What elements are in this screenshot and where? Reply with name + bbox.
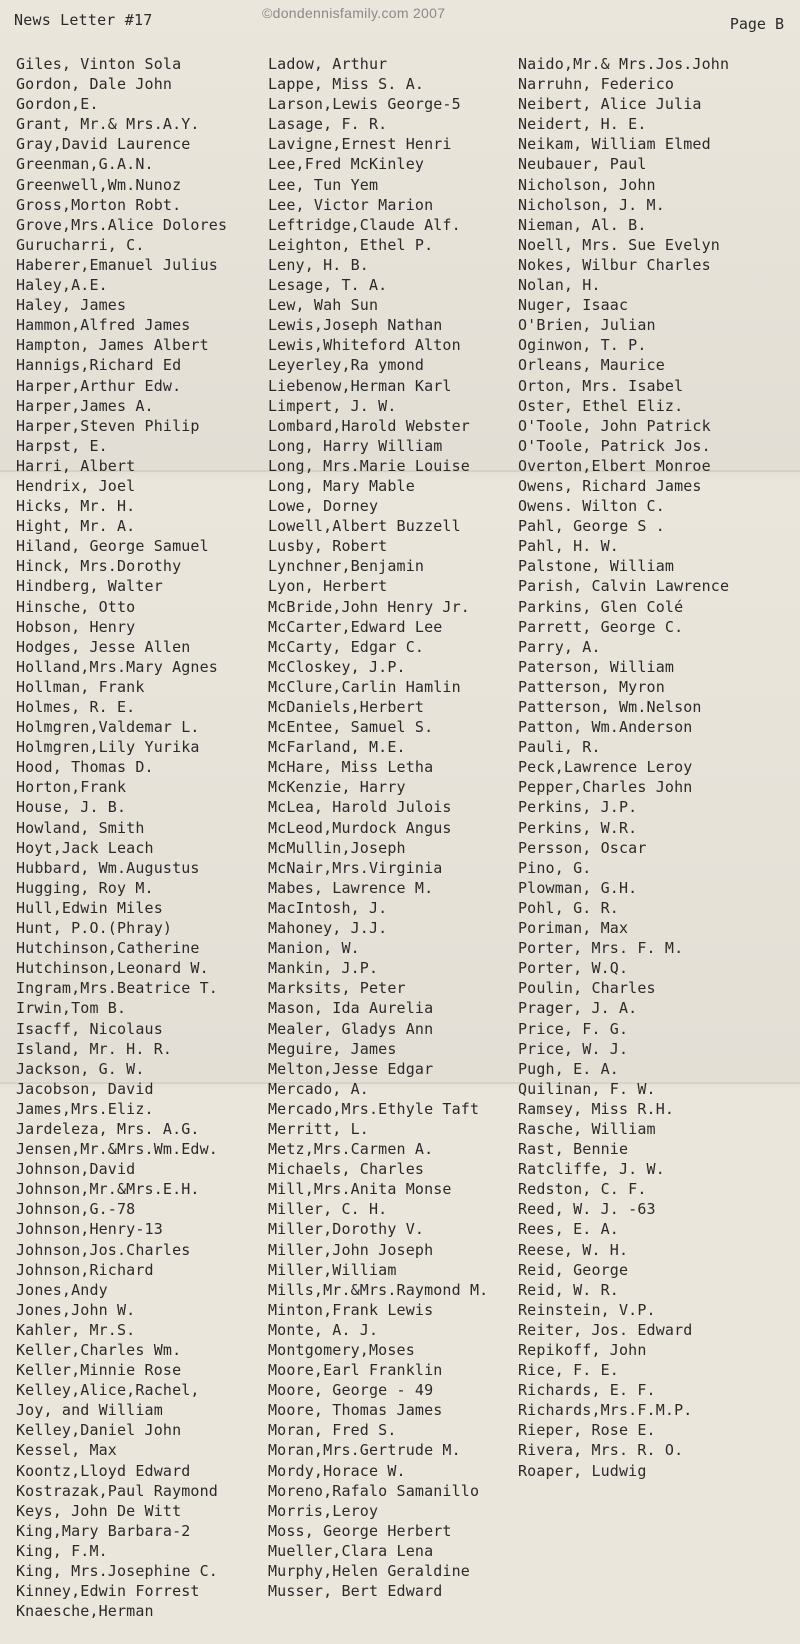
name-entry: Reese, W. H. bbox=[518, 1240, 629, 1259]
name-entry: Mason, Ida Aurelia bbox=[268, 999, 434, 1018]
name-entry: Morris,Leroy bbox=[268, 1501, 379, 1520]
name-entry: Lynchner,Benjamin bbox=[268, 557, 425, 576]
name-entry: McCarter,Edward Lee bbox=[268, 617, 443, 636]
name-entry: Hindberg, Walter bbox=[16, 577, 163, 596]
name-entry: Hubbard, Wm.Augustus bbox=[16, 858, 200, 877]
name-entry: Pugh, E. A. bbox=[518, 1059, 619, 1078]
name-entry: Rasche, William bbox=[518, 1119, 656, 1138]
name-entry: Mill,Mrs.Anita Monse bbox=[268, 1180, 452, 1199]
name-entry: Haley, James bbox=[16, 296, 127, 315]
name-entry: Liebenow,Herman Karl bbox=[268, 376, 452, 395]
name-entry: Leny, H. B. bbox=[268, 255, 369, 274]
name-entry: Hendrix, Joel bbox=[16, 476, 136, 495]
name-entry: Hull,Edwin Miles bbox=[16, 898, 163, 917]
name-entry: Holmgren,Valdemar L. bbox=[16, 718, 200, 737]
name-entry: Hight, Mr. A. bbox=[16, 517, 136, 536]
name-entry: Lewis,Joseph Nathan bbox=[268, 316, 443, 335]
name-entry: Joy, and William bbox=[16, 1401, 163, 1420]
name-entry: Holland,Mrs.Mary Agnes bbox=[16, 657, 218, 676]
name-entry: Nieman, Al. B. bbox=[518, 215, 647, 234]
name-entry: Owens. Wilton C. bbox=[518, 497, 665, 516]
name-entry: James,Mrs.Eliz. bbox=[16, 1099, 154, 1118]
name-entry: Pahl, George S . bbox=[518, 517, 665, 536]
name-entry: Prager, J. A. bbox=[518, 999, 638, 1018]
name-entry: Kinney,Edwin Forrest bbox=[16, 1582, 200, 1601]
name-entry: Kostrazak,Paul Raymond bbox=[16, 1481, 218, 1500]
name-entry: King, F.M. bbox=[16, 1541, 108, 1560]
name-entry: Ingram,Mrs.Beatrice T. bbox=[16, 979, 218, 998]
name-entry: Haley,A.E. bbox=[16, 276, 108, 295]
name-entry: Lappe, Miss S. A. bbox=[268, 75, 425, 94]
name-entry: Jackson, G. W. bbox=[16, 1059, 145, 1078]
name-entry: Palstone, William bbox=[518, 557, 675, 576]
name-entry: Limpert, J. W. bbox=[268, 396, 397, 415]
name-entry: Leyerley,Ra ymond bbox=[268, 356, 425, 375]
name-entry: McCarty, Edgar C. bbox=[268, 637, 425, 656]
name-entry: Narruhn, Federico bbox=[518, 75, 675, 94]
name-entry: Hinck, Mrs.Dorothy bbox=[16, 557, 182, 576]
name-entry: Mercado, A. bbox=[268, 1079, 369, 1098]
name-entry: Rees, E. A. bbox=[518, 1220, 619, 1239]
name-entry: McEntee, Samuel S. bbox=[268, 718, 434, 737]
name-entry: Nicholson, John bbox=[518, 175, 656, 194]
name-entry: Jensen,Mr.&Mrs.Wm.Edw. bbox=[16, 1140, 218, 1159]
name-entry: Lee, Tun Yem bbox=[268, 175, 379, 194]
name-entry: Plowman, G.H. bbox=[518, 878, 638, 897]
name-entry: Porter, W.Q. bbox=[518, 959, 629, 978]
name-entry: Ramsey, Miss R.H. bbox=[518, 1099, 675, 1118]
name-entry: Reed, W. J. -63 bbox=[518, 1200, 656, 1219]
name-entry: Moore, Thomas James bbox=[268, 1401, 443, 1420]
name-entry: Hammon,Alfred James bbox=[16, 316, 191, 335]
name-entry: Lew, Wah Sun bbox=[268, 296, 379, 315]
name-entry: Jones,John W. bbox=[16, 1300, 136, 1319]
name-entry: Reid, W. R. bbox=[518, 1280, 619, 1299]
name-entry: McHare, Miss Letha bbox=[268, 758, 434, 777]
name-entry: Pauli, R. bbox=[518, 738, 601, 757]
name-entry: Rieper, Rose E. bbox=[518, 1421, 656, 1440]
name-entry: House, J. B. bbox=[16, 798, 127, 817]
name-entry: Owens, Richard James bbox=[518, 476, 702, 495]
name-entry: Mankin, J.P. bbox=[268, 959, 379, 978]
name-entry: Pohl, G. R. bbox=[518, 898, 619, 917]
name-entry: McNair,Mrs.Virginia bbox=[268, 858, 443, 877]
name-entry: Hampton, James Albert bbox=[16, 336, 209, 355]
name-entry: McFarland, M.E. bbox=[268, 738, 406, 757]
name-entry: Gurucharri, C. bbox=[16, 235, 145, 254]
name-entry: Hutchinson,Leonard W. bbox=[16, 959, 209, 978]
name-entry: King, Mrs.Josephine C. bbox=[16, 1562, 218, 1581]
name-entry: Parish, Calvin Lawrence bbox=[518, 577, 730, 596]
name-entry: Minton,Frank Lewis bbox=[268, 1300, 434, 1319]
name-entry: Koontz,Lloyd Edward bbox=[16, 1461, 191, 1480]
name-entry: Lowell,Albert Buzzell bbox=[268, 517, 461, 536]
name-entry: King,Mary Barbara-2 bbox=[16, 1521, 191, 1540]
name-entry: Patton, Wm.Anderson bbox=[518, 718, 693, 737]
name-entry: Mahoney, J.J. bbox=[268, 919, 388, 938]
name-entry: Melton,Jesse Edgar bbox=[268, 1059, 434, 1078]
name-entry: Naido,Mr.& Mrs.Jos.John bbox=[518, 55, 730, 73]
name-entry: Monte, A. J. bbox=[268, 1320, 379, 1339]
name-entry: Lavigne,Ernest Henri bbox=[268, 135, 452, 154]
name-entry: Reinstein, V.P. bbox=[518, 1300, 656, 1319]
name-entry: Ratcliffe, J. W. bbox=[518, 1160, 665, 1179]
name-column-1 bbox=[16, 54, 227, 1621]
name-entry: Keys, John De Witt bbox=[16, 1501, 182, 1520]
name-entry: Hinsche, Otto bbox=[16, 597, 136, 616]
name-entry: Metz,Mrs.Carmen A. bbox=[268, 1140, 434, 1159]
name-entry: Quilinan, F. W. bbox=[518, 1079, 656, 1098]
name-entry: McKenzie, Harry bbox=[268, 778, 406, 797]
name-entry: Giles, Vinton Sola bbox=[16, 55, 182, 73]
name-entry: Isacff, Nicolaus bbox=[16, 1019, 163, 1038]
name-entry: Michaels, Charles bbox=[268, 1160, 425, 1179]
name-entry: Hicks, Mr. H. bbox=[16, 497, 136, 516]
name-entry: McLea, Harold Julois bbox=[268, 798, 452, 817]
name-entry: Keller,Charles Wm. bbox=[16, 1341, 182, 1359]
name-entry: Mabes, Lawrence M. bbox=[268, 878, 434, 897]
name-entry: Long, Mrs.Marie Louise bbox=[268, 456, 470, 475]
name-entry: MacIntosh, J. bbox=[268, 898, 388, 917]
name-entry: Keller,Minnie Rose bbox=[16, 1361, 182, 1380]
name-entry: Nokes, Wilbur Charles bbox=[518, 255, 711, 274]
name-entry: Greenwell,Wm.Nunoz bbox=[16, 175, 182, 194]
name-entry: Lyon, Herbert bbox=[268, 577, 388, 596]
name-entry: Noell, Mrs. Sue Evelyn bbox=[518, 235, 720, 254]
name-entry: Richards, E. F. bbox=[518, 1381, 656, 1400]
name-entry: O'Brien, Julian bbox=[518, 316, 656, 335]
name-entry: Knaesche,Herman bbox=[16, 1602, 154, 1621]
name-entry: Mills,Mr.&Mrs.Raymond M. bbox=[268, 1280, 489, 1299]
name-entry: Neubauer, Paul bbox=[518, 155, 647, 174]
name-entry: Hannigs,Richard Ed bbox=[16, 356, 182, 375]
name-entry: Porter, Mrs. F. M. bbox=[518, 939, 684, 958]
page-label: Page B bbox=[729, 15, 784, 33]
name-entry: McBride,John Henry Jr. bbox=[268, 597, 470, 616]
name-entry: Long, Mary Mable bbox=[268, 476, 415, 495]
name-entry: Holmgren,Lily Yurika bbox=[16, 738, 200, 757]
name-entry: Repikoff, John bbox=[518, 1341, 647, 1359]
name-entry: Oster, Ethel Eliz. bbox=[518, 396, 684, 415]
name-entry: Hutchinson,Catherine bbox=[16, 939, 200, 958]
name-entry: Richards,Mrs.F.M.P. bbox=[518, 1401, 693, 1420]
name-entry: Mercado,Mrs.Ethyle Taft bbox=[268, 1099, 480, 1118]
name-entry: Harper,Steven Philip bbox=[16, 416, 200, 435]
name-entry: Perkins, W.R. bbox=[518, 818, 638, 837]
name-entry: Mueller,Clara Lena bbox=[268, 1541, 434, 1560]
name-entry: McMullin,Joseph bbox=[268, 838, 406, 857]
name-entry: Larson,Lewis George-5 bbox=[268, 95, 461, 114]
name-entry: Orton, Mrs. Isabel bbox=[518, 376, 684, 395]
name-entry: Moore, George - 49 bbox=[268, 1381, 434, 1400]
name-entry: Greenman,G.A.N. bbox=[16, 155, 154, 174]
name-entry: Moreno,Rafalo Samanillo bbox=[268, 1481, 480, 1500]
name-entry: Moore,Earl Franklin bbox=[268, 1361, 443, 1380]
name-entry: Ladow, Arthur bbox=[268, 55, 388, 73]
name-entry: Rast, Bennie bbox=[518, 1140, 629, 1159]
name-entry: Hollman, Frank bbox=[16, 677, 145, 696]
name-entry: Leighton, Ethel P. bbox=[268, 235, 434, 254]
name-entry: Miller,Dorothy V. bbox=[268, 1220, 425, 1239]
name-entry: Leftridge,Claude Alf. bbox=[268, 215, 461, 234]
name-entry: Kessel, Max bbox=[16, 1441, 117, 1460]
name-entry: Pepper,Charles John bbox=[518, 778, 693, 797]
name-entry: Gordon, Dale John bbox=[16, 75, 173, 94]
name-entry: O'Toole, John Patrick bbox=[518, 416, 711, 435]
name-entry: Perkins, J.P. bbox=[518, 798, 638, 817]
name-entry: Patterson, Myron bbox=[518, 677, 665, 696]
name-column-3 bbox=[518, 54, 729, 1481]
name-entry: Lusby, Robert bbox=[268, 537, 388, 556]
name-entry: Grant, Mr.& Mrs.A.Y. bbox=[16, 115, 200, 134]
name-entry: Nicholson, J. M. bbox=[518, 195, 665, 214]
name-entry: Neidert, H. E. bbox=[518, 115, 647, 134]
name-entry: Redston, C. F. bbox=[518, 1180, 647, 1199]
name-entry: Roaper, Ludwig bbox=[518, 1461, 647, 1480]
name-entry: Johnson,Henry-13 bbox=[16, 1220, 163, 1239]
name-entry: Orleans, Maurice bbox=[518, 356, 665, 375]
name-entry: Johnson,David bbox=[16, 1160, 136, 1179]
name-entry: Mordy,Horace W. bbox=[268, 1461, 406, 1480]
name-entry: Kahler, Mr.S. bbox=[16, 1320, 136, 1339]
name-entry: Overton,Elbert Monroe bbox=[518, 456, 711, 475]
name-entry: Pahl, H. W. bbox=[518, 537, 619, 556]
name-entry: Lewis,Whiteford Alton bbox=[268, 336, 461, 355]
name-entry: Kelley,Alice,Rachel, bbox=[16, 1381, 200, 1400]
name-entry: Peck,Lawrence Leroy bbox=[518, 758, 693, 777]
name-entry: Jacobson, David bbox=[16, 1079, 154, 1098]
name-entry: Nuger, Isaac bbox=[518, 296, 629, 315]
name-entry: Neikam, William Elmed bbox=[518, 135, 711, 154]
name-entry: Johnson,G.-78 bbox=[16, 1200, 136, 1219]
name-entry: Rice, F. E. bbox=[518, 1361, 619, 1380]
name-entry: Lombard,Harold Webster bbox=[268, 416, 470, 435]
name-entry: Harper,James A. bbox=[16, 396, 154, 415]
name-entry: Horton,Frank bbox=[16, 778, 127, 797]
name-entry: Hood, Thomas D. bbox=[16, 758, 154, 777]
name-entry: Hiland, George Samuel bbox=[16, 537, 209, 556]
name-entry: Lee, Victor Marion bbox=[268, 195, 434, 214]
name-entry: Kelley,Daniel John bbox=[16, 1421, 182, 1440]
name-entry: Gross,Morton Robt. bbox=[16, 195, 182, 214]
name-entry: Patterson, Wm.Nelson bbox=[518, 698, 702, 716]
copyright-watermark: ©dondennisfamily.com 2007 bbox=[262, 5, 446, 21]
name-entry: Merritt, L. bbox=[268, 1119, 369, 1138]
name-entry: McCloskey, J.P. bbox=[268, 657, 406, 676]
name-entry: McClure,Carlin Hamlin bbox=[268, 677, 461, 696]
name-entry: Hunt, P.O.(Phray) bbox=[16, 919, 173, 938]
name-entry: Long, Harry William bbox=[268, 436, 443, 455]
name-entry: Haberer,Emanuel Julius bbox=[16, 255, 218, 274]
name-entry: Manion, W. bbox=[268, 939, 360, 958]
name-entry: Hobson, Henry bbox=[16, 617, 136, 636]
name-entry: Musser, Bert Edward bbox=[268, 1582, 443, 1601]
name-entry: Persson, Oscar bbox=[518, 838, 647, 857]
name-entry: Jardeleza, Mrs. A.G. bbox=[16, 1119, 200, 1138]
name-entry: McDaniels,Herbert bbox=[268, 698, 425, 716]
name-entry: Marksits, Peter bbox=[268, 979, 406, 998]
name-entry: Lasage, F. R. bbox=[268, 115, 388, 134]
name-entry: Miller,William bbox=[268, 1260, 397, 1279]
name-entry: Johnson,Jos.Charles bbox=[16, 1240, 191, 1259]
name-entry: Irwin,Tom B. bbox=[16, 999, 127, 1018]
name-entry: Nolan, H. bbox=[518, 276, 601, 295]
name-entry: Moran,Mrs.Gertrude M. bbox=[268, 1441, 461, 1460]
name-entry: Poulin, Charles bbox=[518, 979, 656, 998]
name-entry: Parkins, Glen Colé bbox=[518, 597, 684, 616]
newsletter-title: News Letter #17 bbox=[14, 11, 153, 29]
name-entry: Miller,John Joseph bbox=[268, 1240, 434, 1259]
name-entry: Lee,Fred McKinley bbox=[268, 155, 425, 174]
name-column-2 bbox=[268, 54, 488, 1601]
name-entry: Pino, G. bbox=[518, 858, 592, 877]
name-entry: Moss, George Herbert bbox=[268, 1521, 452, 1540]
name-entry: O'Toole, Patrick Jos. bbox=[518, 436, 711, 455]
name-entry: Johnson,Richard bbox=[16, 1260, 154, 1279]
name-entry: Island, Mr. H. R. bbox=[16, 1039, 173, 1058]
name-entry: Mealer, Gladys Ann bbox=[268, 1019, 434, 1038]
name-entry: Gray,David Laurence bbox=[16, 135, 191, 154]
name-entry: Grove,Mrs.Alice Dolores bbox=[16, 215, 228, 234]
name-entry: Lowe, Dorney bbox=[268, 497, 379, 516]
name-entry: Price, W. J. bbox=[518, 1039, 629, 1058]
name-entry: Harri, Albert bbox=[16, 456, 136, 475]
name-entry: Howland, Smith bbox=[16, 818, 145, 837]
name-entry: Meguire, James bbox=[268, 1039, 397, 1058]
name-entry: Miller, C. H. bbox=[268, 1200, 388, 1219]
name-entry: Paterson, William bbox=[518, 657, 675, 676]
name-entry: Moran, Fred S. bbox=[268, 1421, 397, 1440]
name-entry: Jones,Andy bbox=[16, 1280, 108, 1299]
name-entry: Hoyt,Jack Leach bbox=[16, 838, 154, 857]
name-entry: Gordon,E. bbox=[16, 95, 99, 114]
name-entry: Reiter, Jos. Edward bbox=[518, 1320, 693, 1339]
name-entry: Parrett, George C. bbox=[518, 617, 684, 636]
name-entry: Harper,Arthur Edw. bbox=[16, 376, 182, 395]
name-entry: McLeod,Murdock Angus bbox=[268, 818, 452, 837]
name-entry: Hodges, Jesse Allen bbox=[16, 637, 191, 656]
name-entry: Montgomery,Moses bbox=[268, 1341, 415, 1359]
name-entry: Harpst, E. bbox=[16, 436, 108, 455]
name-entry: Murphy,Helen Geraldine bbox=[268, 1562, 470, 1581]
name-entry: Oginwon, T. P. bbox=[518, 336, 647, 355]
name-entry: Parry, A. bbox=[518, 637, 601, 656]
name-entry: Johnson,Mr.&Mrs.E.H. bbox=[16, 1180, 200, 1199]
name-entry: Hugging, Roy M. bbox=[16, 878, 154, 897]
name-entry: Holmes, R. E. bbox=[16, 698, 136, 716]
name-entry: Price, F. G. bbox=[518, 1019, 629, 1038]
name-entry: Reid, George bbox=[518, 1260, 629, 1279]
name-entry: Neibert, Alice Julia bbox=[518, 95, 702, 114]
name-entry: Poriman, Max bbox=[518, 919, 629, 938]
name-entry: Rivera, Mrs. R. O. bbox=[518, 1441, 684, 1460]
name-entry: Lesage, T. A. bbox=[268, 276, 388, 295]
